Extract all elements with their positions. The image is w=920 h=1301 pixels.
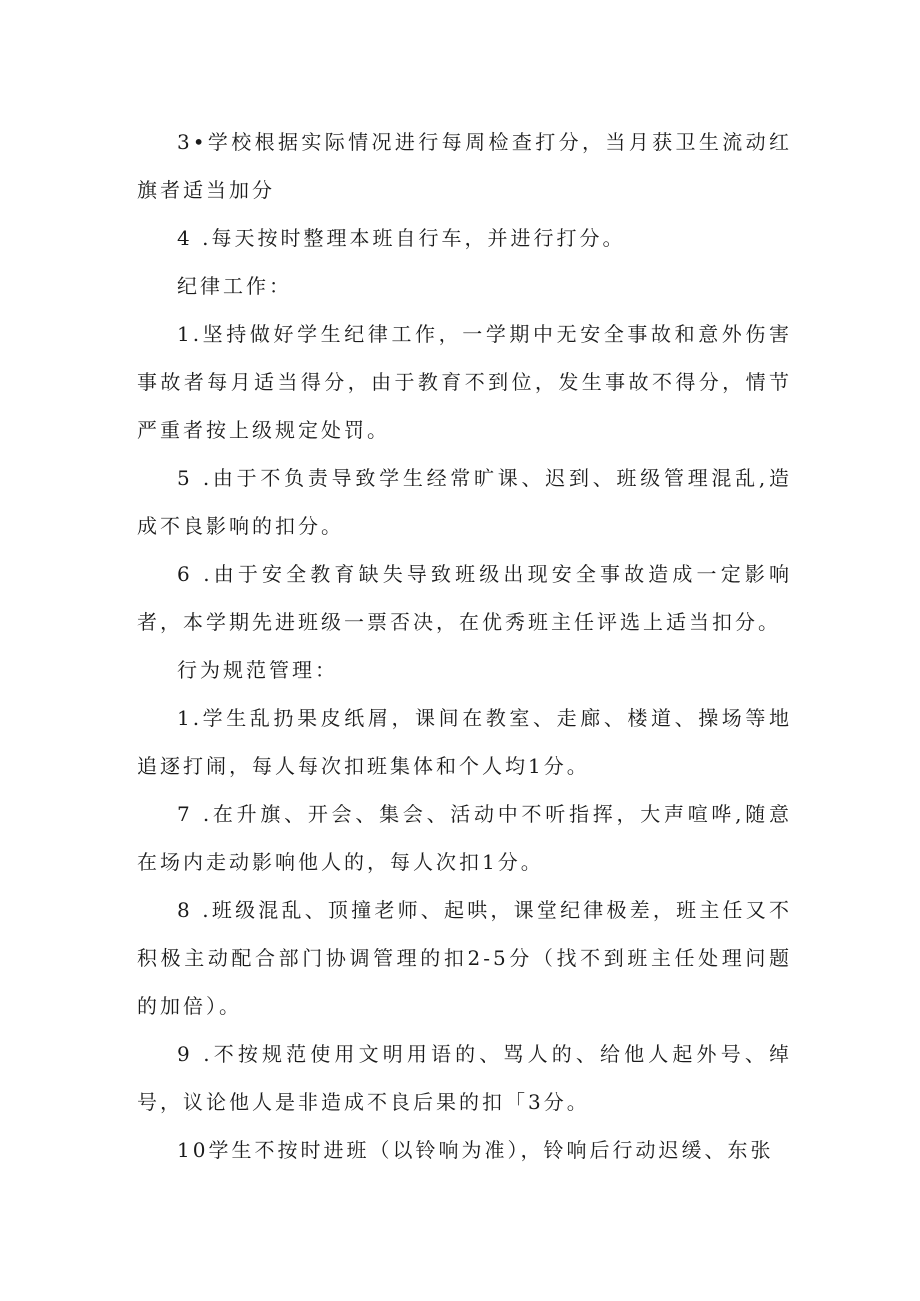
paragraph-discipline-6: 6 .由于安全教育缺失导致班级出现安全事故造成一定影响者，本学期先进班级一票否决，在优秀班主任评选上适当扣分。 xyxy=(137,562,792,634)
paragraph-bicycle-4: 4 .每天按时整理本班自行车，并进行打分。 xyxy=(177,226,626,250)
paragraph-behavior-8: 8 .班级混乱、顶撞老师、起哄，课堂纪律极差，班主任又不积极主动配合部门协调管理的扣2-5分（找不到班主任处理问题的加倍）。 xyxy=(137,898,792,1018)
paragraph-behavior-7: 7 .在升旗、开会、集会、活动中不听指挥，大声喧哗,随意在场内走动影响他人的，每人次扣1分。 xyxy=(137,802,792,874)
section-heading-discipline: 纪律工作： xyxy=(177,274,292,298)
paragraph-hygiene-3: 3•学校根据实际情况进行每周检查打分，当月获卫生流动红旗者适当加分 xyxy=(137,130,792,202)
paragraph-behavior-9: 9 .不按规范使用文明用语的、骂人的、给他人起外号、绰号，议论他人是非造成不良后果的扣「3分。 xyxy=(137,1042,792,1114)
paragraph-discipline-1: 1.坚持做好学生纪律工作，一学期中无安全事故和意外伤害事故者每月适当得分，由于教育不到位，发生事故不得分，情节严重者按上级规定处罚。 xyxy=(137,322,792,442)
paragraph-behavior-10: 10学生不按时进班（以铃响为准），铃响后行动迟缓、东张 xyxy=(177,1138,774,1162)
paragraph-discipline-5: 5 .由于不负责导致学生经常旷课、迟到、班级管理混乱,造成不良影响的扣分。 xyxy=(137,466,792,538)
document-body xyxy=(137,118,792,1174)
section-heading-behavior: 行为规范管理： xyxy=(177,658,338,682)
paragraph-behavior-1: 1.学生乱扔果皮纸屑，课间在教室、走廊、楼道、操场等地追逐打闹，每人每次扣班集体和个人均1分。 xyxy=(137,706,792,778)
